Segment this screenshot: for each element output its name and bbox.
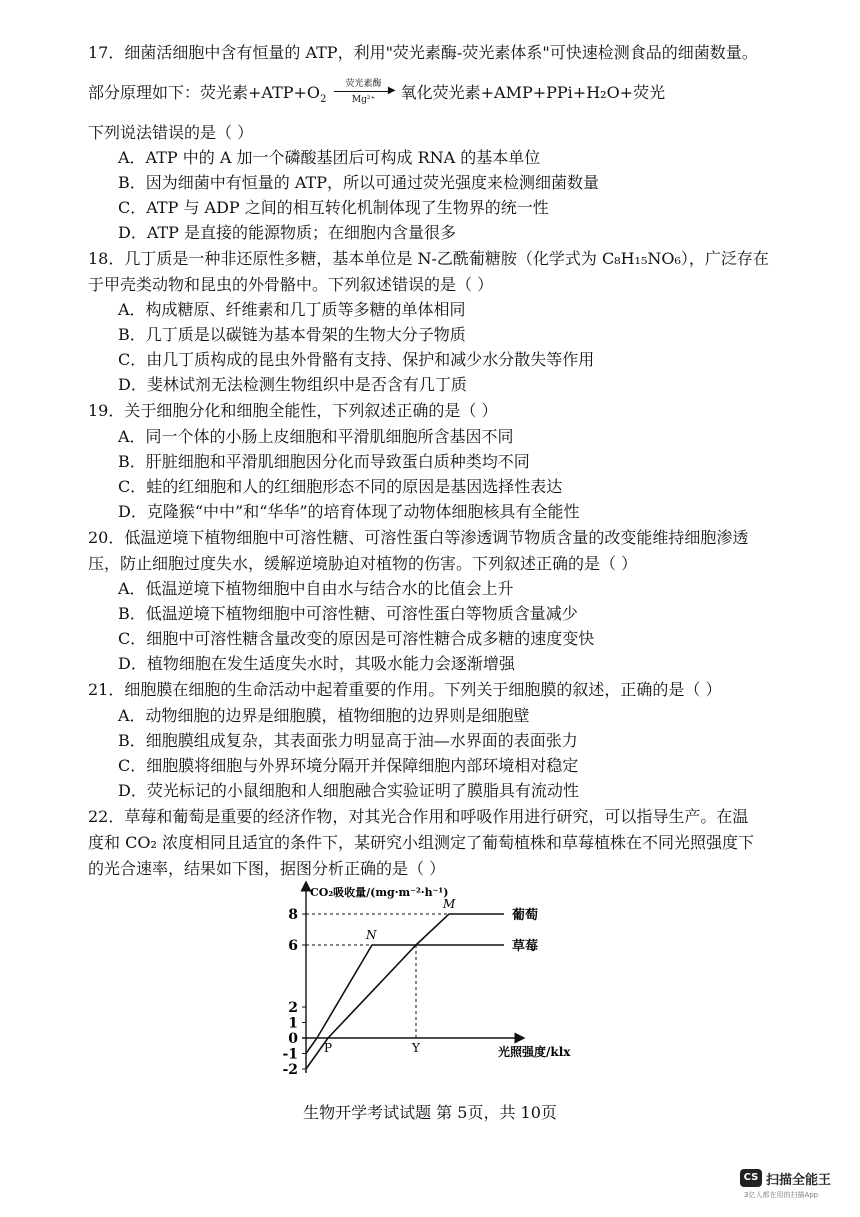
cs-logo-icon: CS: [740, 1169, 762, 1187]
y-tick-label: 6: [288, 938, 298, 954]
y-tick-label: 1: [288, 1015, 298, 1032]
y-tick-label: -1: [282, 1046, 298, 1063]
q21-option-d[interactable]: D．荧光标记的小鼠细胞和人细胞融合实验证明了膜脂具有流动性: [118, 781, 579, 800]
q18-option-c[interactable]: C．由几丁质构成的昆虫外骨骼有支持、保护和减少水分散失等作用: [118, 350, 595, 369]
q20-stem-line1: 20．低温逆境下植物细胞中可溶性糖、可溶性蛋白等渗透调节物质含量的改变能维持细胞渗透: [88, 528, 749, 547]
q17-stem-line1: 17．细菌活细胞中含有恒量的 ATP，利用"荧光素酶-荧光素体系"可快速检测食品的细菌数量。: [88, 43, 758, 62]
q18-stem-line1: 18．几丁质是一种非还原性多糖，基本单位是 N-乙酰葡糖胺（化学式为 C₈H₁₅NO₆），广泛存在: [88, 249, 769, 268]
logo-name: 扫描全能王: [766, 1173, 832, 1188]
q20-option-c[interactable]: C．细胞中可溶性糖含量改变的原因是可溶性糖合成多糖的速度变快: [118, 629, 595, 648]
arrow-ion-label: Mg²⁺: [351, 95, 376, 105]
y-axis-label: CO₂吸收量/(mg·m⁻²·h⁻¹): [310, 886, 449, 899]
point-n-label: N: [366, 928, 377, 942]
page-footer: 生物开学考试试题 第 5页，共 10页: [303, 1103, 557, 1122]
q19-option-c[interactable]: C．蛙的红细胞和人的红细胞形态不同的原因是基因选择性表达: [118, 477, 563, 496]
scanner-logo: [740, 1167, 852, 1203]
q19-option-a[interactable]: A．同一个体的小肠上皮细胞和平滑肌细胞所含基因不同: [118, 427, 514, 446]
y-tick-label: -2: [282, 1062, 298, 1078]
q19-option-b[interactable]: B．肝脏细胞和平滑肌细胞因分化而导致蛋白质种类均不同: [118, 452, 530, 471]
q17-option-a[interactable]: A．ATP 中的 A 加一个磷酸基团后可构成 RNA 的基本单位: [118, 148, 541, 167]
reaction-arrow: 荧光素酶 ▶ Mg²⁺: [332, 82, 396, 102]
point-m-label: M: [443, 897, 456, 911]
photosynthesis-chart: [270, 880, 590, 1080]
q18-option-b[interactable]: B．几丁质是以碳链为基本骨架的生物大分子物质: [118, 325, 466, 344]
q21-stem-line1: 21．细胞膜在细胞的生命活动中起着重要的作用。下列关于细胞膜的叙述，正确的是（ ）: [88, 680, 722, 699]
x-tick-y: Y: [412, 1041, 420, 1055]
o2-subscript: 2: [320, 94, 327, 106]
q17-option-b[interactable]: B．因为细菌中有恒量的 ATP，所以可通过荧光强度来检测细菌数量: [118, 173, 599, 192]
q17-option-d[interactable]: D．ATP 是直接的能源物质；在细胞内含量很多: [118, 223, 457, 242]
x-tick-p: P: [324, 1041, 333, 1055]
q20-option-a[interactable]: A．低温逆境下植物细胞中自由水与结合水的比值会上升: [118, 579, 514, 598]
q20-option-b[interactable]: B．低温逆境下植物细胞中可溶性糖、可溶性蛋白等物质含量减少: [118, 604, 578, 623]
y-tick-label: 2: [288, 1000, 298, 1016]
q18-option-a[interactable]: A．构成糖原、纤维素和几丁质等多糖的单体相同: [118, 300, 466, 319]
series-label-1: 草莓: [512, 939, 539, 954]
q17-equation: [88, 80, 665, 105]
equation-left: 部分原理如下：荧光素+ATP+O: [88, 83, 321, 102]
series-label-0: 葡萄: [512, 908, 539, 923]
q22-stem-line1: 22．草莓和葡萄是重要的经济作物，对其光合作用和呼吸作用进行研究，可以指导生产。在温: [88, 807, 749, 826]
q17-option-c[interactable]: C．ATP 与 ADP 之间的相互转化机制体现了生物界的统一性: [118, 198, 549, 217]
y-tick-label: 0: [288, 1031, 298, 1047]
q21-option-c[interactable]: C．细胞膜将细胞与外界环境分隔开并保障细胞内部环境相对稳定: [118, 756, 579, 775]
x-axis-label: 光照强度/klx: [498, 1045, 571, 1059]
q18-stem-line2: 于甲壳类动物和昆虫的外骨骼中。下列叙述错误的是（ ）: [88, 275, 494, 294]
q20-option-d[interactable]: D．植物细胞在发生适度失水时，其吸水能力会逐渐增强: [118, 654, 515, 673]
y-tick-label: 8: [288, 907, 298, 923]
q22-stem-line3: 的光合速率，结果如下图，据图分析正确的是（ ）: [88, 859, 446, 878]
series-line-0: [306, 914, 504, 1069]
q19-stem-line1: 19．关于细胞分化和细胞全能性，下列叙述正确的是（ ）: [88, 401, 498, 420]
logo-tagline: 3亿人都在用的扫描App: [744, 1191, 819, 1199]
q18-option-d[interactable]: D．斐林试剂无法检测生物组织中是否含有几丁质: [118, 375, 467, 394]
equation-right: 氧化荧光素+AMP+PPi+H₂O+荧光: [400, 83, 666, 102]
arrow-enzyme-label: 荧光素酶: [345, 79, 382, 89]
q17-prompt: 下列说法错误的是（ ）: [88, 123, 254, 142]
q19-option-d[interactable]: D．克隆猴“中中”和“华华”的培育体现了动物体细胞核具有全能性: [118, 502, 580, 521]
q21-option-b[interactable]: B．细胞膜组成复杂，其表面张力明显高于油—水界面的表面张力: [118, 731, 578, 750]
q22-stem-line2: 度和 CO₂ 浓度相同且适宜的条件下，某研究小组测定了葡萄植株和草莓植株在不同光照强度下: [88, 833, 754, 852]
series-line-1: [306, 945, 504, 1054]
q20-stem-line2: 压，防止细胞过度失水，缓解逆境胁迫对植物的伤害。下列叙述正确的是（ ）: [88, 554, 638, 573]
q21-option-a[interactable]: A．动物细胞的边界是细胞膜，植物细胞的边界则是细胞壁: [118, 706, 530, 725]
